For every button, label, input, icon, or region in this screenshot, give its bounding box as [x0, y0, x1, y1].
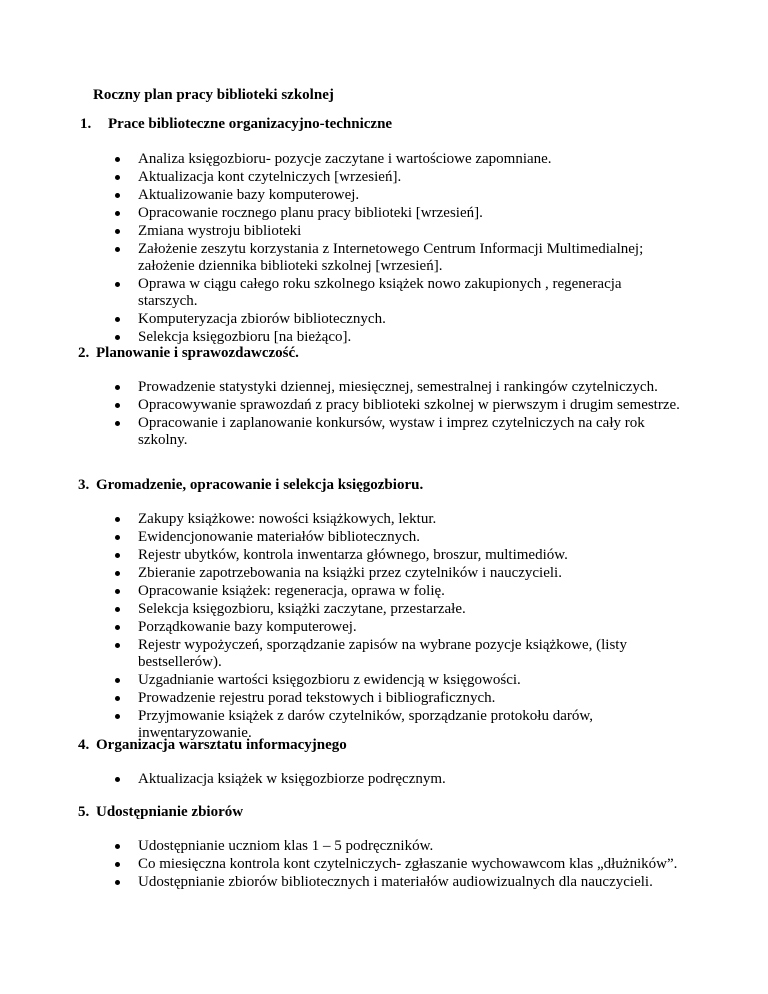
section-heading — [78, 477, 423, 494]
list-item — [115, 583, 675, 600]
bullet-icon — [115, 880, 120, 885]
list-item-text: Opracowanie rocznego planu pracy biblioteki [wrzesień]. — [138, 205, 483, 221]
list-item-text: Zmiana wystroju biblioteki — [138, 223, 302, 239]
list-item — [115, 415, 695, 449]
section-item-list — [115, 771, 675, 789]
list-item-text: Analiza księgozbioru- pozycje zaczytane i wartościowe zapomniane. — [138, 151, 552, 167]
bullet-icon — [115, 844, 120, 849]
list-item — [115, 169, 675, 186]
bullet-icon — [115, 247, 120, 252]
section-heading — [78, 345, 299, 362]
bullet-icon — [115, 696, 120, 701]
bullet-icon — [115, 553, 120, 558]
list-item-text: Uzgadnianie wartości księgozbioru z ewidencją w księgowości. — [138, 672, 521, 688]
list-item — [115, 241, 675, 275]
section-heading — [78, 737, 347, 754]
section-item-list — [115, 151, 675, 347]
document-title: Roczny plan pracy biblioteki szkolnej — [93, 87, 334, 103]
list-item-text: Przyjmowanie książek z darów czytelników, sporządzanie protokołu darów, inwentaryzowanie. — [138, 708, 593, 741]
list-item — [115, 397, 695, 414]
list-item — [115, 187, 675, 204]
list-item-text: Aktualizacja książek w księgozbiorze podręcznym. — [138, 771, 446, 787]
list-item — [115, 838, 695, 855]
bullet-icon — [115, 678, 120, 683]
section-item-list — [115, 379, 695, 450]
list-item — [115, 511, 675, 528]
list-item — [115, 874, 695, 891]
section-heading — [78, 804, 243, 821]
list-item-text: Opracowanie książek: regeneracja, oprawa w folię. — [138, 583, 445, 599]
list-item-text: Ewidencjonowanie materiałów bibliotecznych. — [138, 529, 420, 545]
bullet-icon — [115, 282, 120, 287]
list-item-text: Udostępnianie uczniom klas 1 – 5 podręczników. — [138, 838, 434, 854]
list-item-text: Aktualizowanie bazy komputerowej. — [138, 187, 360, 203]
bullet-icon — [115, 229, 120, 234]
bullet-icon — [115, 175, 120, 180]
list-item-text: Selekcja księgozbioru, książki zaczytane, przestarzałe. — [138, 601, 466, 617]
section-heading — [80, 116, 392, 133]
list-item-text: Oprawa w ciągu całego roku szkolnego książek nowo zakupionych , regeneracja starszych. — [138, 276, 622, 309]
section-title: Organizacja warsztatu informacyjnego — [96, 737, 347, 753]
bullet-icon — [115, 777, 120, 782]
bullet-icon — [115, 211, 120, 216]
bullet-icon — [115, 589, 120, 594]
list-item-text: Zakupy książkowe: nowości książkowych, lektur. — [138, 511, 437, 527]
section-title: Planowanie i sprawozdawczość. — [96, 345, 299, 361]
list-item-text: Zbieranie zapotrzebowania na książki przez czytelników i nauczycieli. — [138, 565, 562, 581]
section-title: Prace biblioteczne organizacyjno-techniczne — [108, 116, 393, 132]
list-item-text: Porządkowanie bazy komputerowej. — [138, 619, 357, 635]
list-item — [115, 672, 675, 689]
list-item-text: Prowadzenie rejestru porad tekstowych i bibliograficznych. — [138, 690, 496, 706]
list-item — [115, 223, 675, 240]
list-item-text: Rejestr wypożyczeń, sporządzanie zapisów na wybrane pozycje książkowe, (listy bestsellerów). — [138, 637, 627, 670]
section-number: 4. — [78, 737, 90, 753]
list-item — [115, 547, 675, 564]
list-item-text: Opracowanie i zaplanowanie konkursów, wystaw i imprez czytelniczych na cały rok szkolny. — [138, 415, 645, 448]
list-item-text: Udostępnianie zbiorów bibliotecznych i materiałów audiowizualnych dla nauczycieli. — [138, 874, 653, 890]
list-item — [115, 205, 675, 222]
list-item-text: Założenie zeszytu korzystania z Internetowego Centrum Informacji Multimedialnej; założenie dziennika biblioteki szkolnej [wrzesień]. — [138, 241, 644, 274]
section-item-list — [115, 511, 675, 743]
section-number: 1. — [80, 116, 92, 132]
list-item — [115, 771, 675, 788]
list-item — [115, 619, 675, 636]
section-number: 5. — [78, 804, 90, 820]
list-item-text: Co miesięczna kontrola kont czytelniczych- zgłaszanie wychowawcom klas „dłużników”. — [138, 856, 678, 872]
list-item — [115, 565, 675, 582]
bullet-icon — [115, 335, 120, 340]
bullet-icon — [115, 517, 120, 522]
list-item-text: Aktualizacja kont czytelniczych [wrzesień]. — [138, 169, 402, 185]
bullet-icon — [115, 193, 120, 198]
list-item-text: Opracowywanie sprawozdań z pracy biblioteki szkolnej w pierwszym i drugim semestrze. — [138, 397, 680, 413]
bullet-icon — [115, 607, 120, 612]
section-item-list — [115, 838, 695, 892]
list-item — [115, 529, 675, 546]
list-item — [115, 329, 675, 346]
bullet-icon — [115, 643, 120, 648]
list-item-text: Selekcja księgozbioru [na bieżąco]. — [138, 329, 352, 345]
list-item-text: Rejestr ubytków, kontrola inwentarza głównego, broszur, multimediów. — [138, 547, 568, 563]
bullet-icon — [115, 157, 120, 162]
bullet-icon — [115, 535, 120, 540]
section-title: Gromadzenie, opracowanie i selekcja księgozbioru. — [96, 477, 424, 493]
list-item — [115, 276, 675, 310]
bullet-icon — [115, 385, 120, 390]
bullet-icon — [115, 421, 120, 426]
list-item-text: Prowadzenie statystyki dziennej, miesięcznej, semestralnej i rankingów czytelniczych. — [138, 379, 658, 395]
bullet-icon — [115, 571, 120, 576]
bullet-icon — [115, 403, 120, 408]
list-item — [115, 601, 675, 618]
list-item — [115, 856, 695, 873]
list-item — [115, 637, 675, 671]
list-item-text: Komputeryzacja zbiorów bibliotecznych. — [138, 311, 386, 327]
bullet-icon — [115, 714, 120, 719]
section-number: 3. — [78, 477, 90, 493]
list-item — [115, 690, 675, 707]
bullet-icon — [115, 317, 120, 322]
list-item — [115, 379, 695, 396]
bullet-icon — [115, 862, 120, 867]
list-item — [115, 151, 675, 168]
section-number: 2. — [78, 345, 90, 361]
bullet-icon — [115, 625, 120, 630]
section-title: Udostępnianie zbiorów — [96, 804, 244, 820]
list-item — [115, 311, 675, 328]
